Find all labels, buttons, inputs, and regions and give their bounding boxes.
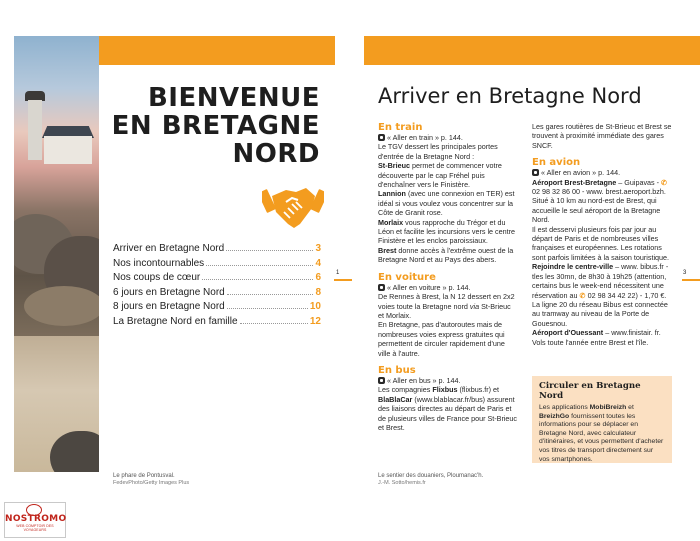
toc-item[interactable]: La Bretagne Nord en famille 12 xyxy=(113,315,321,327)
section-title: Arriver en Bretagne Nord xyxy=(378,84,642,108)
phone-icon: ✆ xyxy=(661,177,668,187)
left-photo-caption: Le phare de Pontusval. FedevPhoto/Getty Images Plus xyxy=(113,473,190,486)
page-title: BIENVENUE EN BRETAGNE NORD xyxy=(111,83,320,169)
bus-reference[interactable]: « Aller en bus » p. 144. xyxy=(378,376,518,385)
toc-item[interactable]: Arriver en Bretagne Nord 3 xyxy=(113,243,321,254)
heading-avion: En avion xyxy=(532,157,581,169)
train-reference[interactable]: « Aller en train » p. 144. xyxy=(378,133,518,142)
toc-item[interactable]: Nos incontournables 4 xyxy=(113,257,321,269)
column-right: Les gares routières de St-Brieuc et Brest se trouvent à proximité immédiate des gares SNCF. En avion « Aller en avion » p. 144. Aéroport Brest-Bretagne – Guipavas - ✆ 02 98 32 86 00 - www. brest.aeroport.bzh. Situé à 10 km au nord-est de Brest, qui accueille le seul aéroport de la Bretagne Nord. Il est desservi plusieurs fois par jour au départ de Paris et de nombreuses villes françaises et européennes. Les rotations sont parfois limitées à la saison touristique. Rejoindre le centre-ville – www. bibus.fr - tles les 30mn, de 8h30 à 19h25 (attention, certains bus le week-end nécessitent une réservation au ✆ 02 98 34 42 22) - 1,70 €. La ligne 20 du réseau Bibus est connectée au tramway au niveau de la Porte de Gouesnou. Aéroport d'Ouessant – www.finistair. fr. Vols toute l'année entre Brest et l'île. xyxy=(532,122,672,347)
guide-reference-icon xyxy=(378,134,385,141)
compass-icon xyxy=(26,504,42,516)
right-photo-caption: Le sentier des douaniers, Ploumanac'h. J.-M. Sotto/hemis.fr xyxy=(378,473,484,486)
right-page-number-bar xyxy=(682,279,700,281)
voiture-reference[interactable]: « Aller en voiture » p. 144. xyxy=(378,283,518,292)
column-left: En train « Aller en train » p. 144. Le TGV dessert les principales portes d'entrée de la Bretagne Nord : St-Brieuc permet de commencer votre découverte par le cap Fréhel puis d'enchaîner vers le Finistère. Lannion (avec une connexion en TER) est idéal si vous voulez vous concentrer sur la Côte de Granit rose. Morlaix vous rapproche du Trégor et du Léon et facilite les incursions vers le centre Finistère et les enclos paroissiaux. Brest donne accès à l'extrême ouest de la Bretagne Nord et au Pays des abers. En voiture « Aller en voiture » p. 144. De Rennes à Brest, la N 12 dessert en 2x2 voies toute la Bretagne nord via St-Brieuc et Morlaix. En Bretagne, pas d'autoroutes mais de nombreuses voies express gratuites qui permettent de circuler rapidement d'une ville à l'autre. En bus « Aller en bus » p. 144. Les compagnies Flixbus (flixbus.fr) et BlaBlaCar (www.blablacar.fr/bus) assurent des liaisons directes au départ de Paris et de plusieurs villes de France pour St-Brieuc et Brest. xyxy=(378,122,518,432)
lighthouse-photo xyxy=(14,36,99,472)
right-page-number: 3 xyxy=(683,270,687,276)
info-box-title: Circuler en Bretagne Nord xyxy=(539,381,641,401)
left-page-number: 1 xyxy=(336,270,340,276)
guide-reference-icon xyxy=(532,169,539,176)
toc-item[interactable]: 8 jours en Bretagne Nord 10 xyxy=(113,301,321,313)
nostromo-watermark: NOSTROMO WEB COMPTOIR DES VOYAGEURS xyxy=(4,502,66,538)
heading-bus: En bus xyxy=(378,364,416,376)
guide-reference-icon xyxy=(378,284,385,291)
info-box: Circuler en Bretagne Nord Les applications MobiBreizh et BreizhGo fournissent toutes les informations pour se déplacer en Bretagne Nord, avec calculateur d'itinéraires, et vous permettent d'acheter vos titres de transport directement sur vos smartphones. xyxy=(532,376,672,463)
handshake-icon xyxy=(262,180,324,232)
phone-icon: ✆ xyxy=(579,290,588,300)
right-header-bar xyxy=(364,36,700,65)
left-page-number-bar xyxy=(334,279,352,281)
table-of-contents xyxy=(113,243,321,331)
heading-voiture: En voiture xyxy=(378,271,436,283)
toc-item[interactable]: 6 jours en Bretagne Nord 8 xyxy=(113,286,321,298)
heading-train: En train xyxy=(378,122,423,133)
toc-item[interactable]: Nos coups de cœur 6 xyxy=(113,272,321,284)
guide-reference-icon xyxy=(378,377,385,384)
avion-reference[interactable]: « Aller en avion » p. 144. xyxy=(532,168,672,177)
left-header-bar xyxy=(99,36,335,65)
